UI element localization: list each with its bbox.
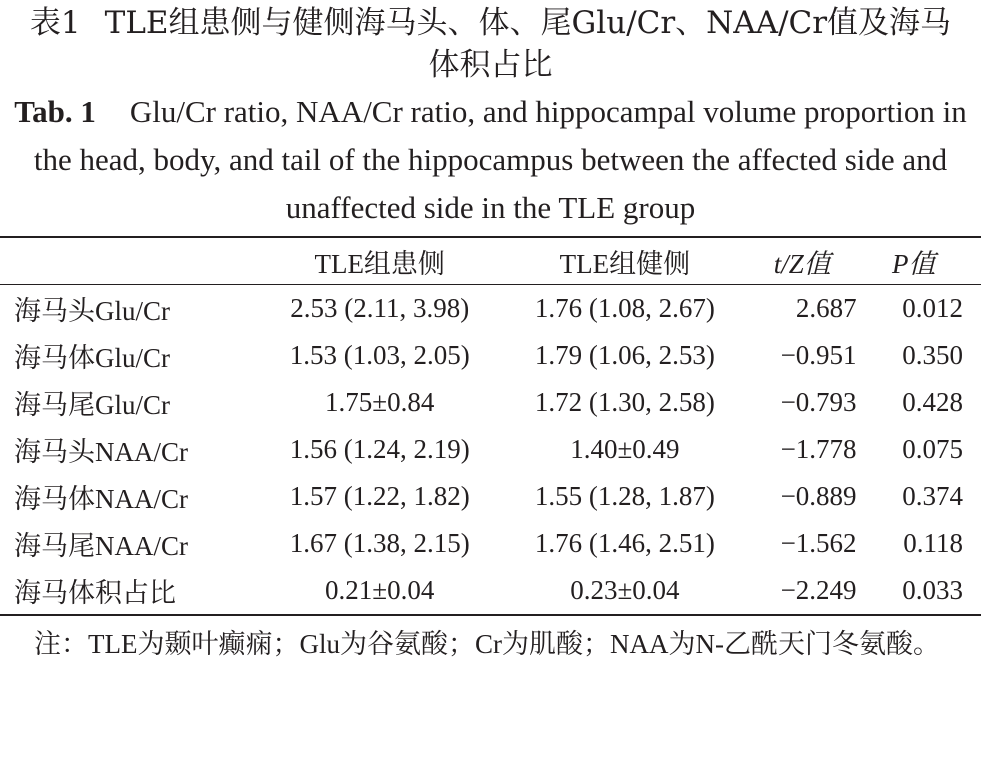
unaffected-value: 1.55 (1.28, 1.87) <box>534 481 715 511</box>
table-row <box>0 285 981 333</box>
row-label: 海马头Glu/Cr <box>14 296 171 326</box>
statistic-value: −1.562 <box>780 528 857 558</box>
header-p-value-text: P值 <box>892 248 936 279</box>
row-label: 海马体积占比 <box>14 578 176 608</box>
table-caption-english <box>0 88 981 232</box>
unaffected-value: 1.76 (1.46, 2.51) <box>534 528 715 558</box>
affected-value: 1.53 (1.03, 2.05) <box>289 340 470 370</box>
header-statistic-text: t/Z值 <box>773 248 831 279</box>
table-row <box>0 567 981 615</box>
unaffected-value: 1.79 (1.06, 2.53) <box>534 340 715 370</box>
table-title-chinese: TLE组患侧与健侧海马头、体、尾Glu/Cr、NAA/Cr值及海马体积占比 <box>104 5 952 83</box>
table-caption-chinese <box>0 2 981 86</box>
statistic-value: −2.249 <box>780 575 857 605</box>
p-value: 0.033 <box>902 575 963 605</box>
affected-value: 2.53 (2.11, 3.98) <box>290 293 470 323</box>
p-value: 0.428 <box>902 387 963 417</box>
p-value: 0.374 <box>902 481 963 511</box>
p-value: 0.350 <box>902 340 963 370</box>
table-row <box>0 379 981 426</box>
p-value: 0.075 <box>902 434 963 464</box>
unaffected-value: 1.40±0.49 <box>570 434 680 464</box>
results-table <box>0 236 981 616</box>
header-cell-statistic <box>748 237 865 285</box>
unaffected-value: 0.23±0.04 <box>570 575 680 605</box>
statistic-value: −0.889 <box>780 481 857 511</box>
row-label: 海马体Glu/Cr <box>14 343 171 373</box>
table-number-chinese: 表1 <box>29 5 81 41</box>
table-row <box>0 520 981 567</box>
p-value: 0.118 <box>903 528 963 558</box>
statistic-value: −0.951 <box>780 340 857 370</box>
table-number-english: Tab. 1 <box>14 94 96 129</box>
affected-value: 1.75±0.84 <box>325 387 435 417</box>
table-row <box>0 426 981 473</box>
affected-value: 1.57 (1.22, 1.82) <box>289 481 470 511</box>
row-label: 海马头NAA/Cr <box>14 437 188 467</box>
statistic-value: 2.687 <box>795 293 857 323</box>
header-cell-affected-side: TLE组患侧 <box>314 248 445 279</box>
unaffected-value: 1.76 (1.08, 2.67) <box>534 293 715 323</box>
unaffected-value: 1.72 (1.30, 2.58) <box>534 387 715 417</box>
row-label: 海马体NAA/Cr <box>14 484 188 514</box>
statistic-value: −1.778 <box>780 434 857 464</box>
statistic-value: −0.793 <box>780 387 857 417</box>
table-footnote: 注：TLE为颞叶癫痫；Glu为谷氨酸；Cr为肌酸；NAA为N-乙酰天门冬氨酸。 <box>34 629 940 659</box>
row-label: 海马尾NAA/Cr <box>14 531 188 561</box>
header-cell-p-value <box>865 237 981 285</box>
table-row <box>0 332 981 379</box>
table-row <box>0 473 981 520</box>
p-value: 0.012 <box>902 293 963 323</box>
table-title-english: Glu/Cr ratio, NAA/Cr ratio, and hippocampal volume proportion in the head, body, and tail of the hippocampus between the affected side and unaffected side in the TLE group <box>33 94 967 225</box>
header-cell-row-label <box>0 237 258 285</box>
affected-value: 1.56 (1.24, 2.19) <box>289 434 470 464</box>
row-label: 海马尾Glu/Cr <box>14 390 171 420</box>
header-cell-unaffected-side: TLE组健侧 <box>559 248 691 279</box>
table-header-row <box>0 237 981 285</box>
affected-value: 0.21±0.04 <box>325 575 435 605</box>
affected-value: 1.67 (1.38, 2.15) <box>289 528 470 558</box>
